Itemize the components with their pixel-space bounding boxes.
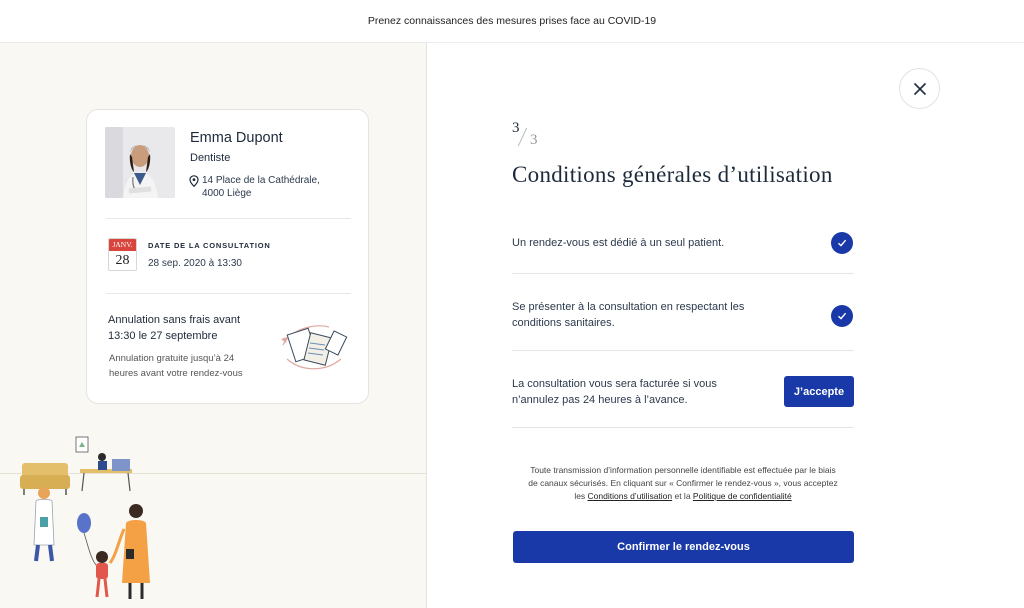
calendar-month: JANV. bbox=[109, 239, 136, 251]
calendar-icon bbox=[108, 238, 137, 271]
appointment-summary-card bbox=[86, 109, 369, 404]
accept-button[interactable]: J’accepte bbox=[784, 376, 854, 407]
legal-notice bbox=[512, 464, 854, 503]
condition-row bbox=[512, 229, 854, 274]
practitioner-name: Emma Dupont bbox=[190, 130, 283, 146]
cancellation-illustration bbox=[277, 315, 349, 375]
divider bbox=[106, 293, 351, 294]
covid-banner-text[interactable]: Prenez connaissances des mesures prises face au COVID-19 bbox=[367, 15, 657, 27]
condition-text bbox=[512, 299, 744, 331]
close-button[interactable] bbox=[899, 68, 940, 109]
left-panel bbox=[0, 43, 427, 608]
divider bbox=[106, 218, 351, 219]
legal-prefix: les bbox=[574, 491, 588, 501]
legal-and: et la bbox=[672, 491, 693, 501]
check-icon bbox=[837, 238, 847, 248]
address-line-1: 14 Place de la Cathédrale, bbox=[202, 175, 320, 186]
map-pin-icon bbox=[189, 175, 199, 187]
cancellation-subtitle-line-2: heures avant votre rendez-vous bbox=[109, 368, 243, 379]
condition-text-line-2: conditions sanitaires. bbox=[512, 317, 615, 329]
legal-line-1: Toute transmission d’information personnelle identifiable est effectuée par le biais bbox=[530, 465, 836, 475]
practitioner-specialty: Dentiste bbox=[190, 152, 231, 164]
privacy-link[interactable]: Politique de confidentialité bbox=[692, 491, 792, 501]
legal-line-3 bbox=[512, 490, 854, 503]
calendar-day: 28 bbox=[115, 253, 130, 268]
condition-text bbox=[512, 376, 717, 408]
condition-text-line-1: La consultation vous sera facturée si vous bbox=[512, 378, 717, 390]
date-label: DATE DE LA CONSULTATION bbox=[148, 241, 271, 250]
condition-text-line-1: Se présenter à la consultation en respectant les bbox=[512, 301, 745, 313]
condition-accepted-toggle[interactable] bbox=[831, 305, 853, 327]
cancellation-title bbox=[108, 313, 248, 344]
terms-link[interactable]: Conditions d’utilisation bbox=[587, 491, 673, 501]
check-icon bbox=[837, 311, 847, 321]
right-panel bbox=[428, 43, 1024, 608]
family-illustration bbox=[18, 433, 158, 603]
legal-line-2: de canaux sécurisés. En cliquant sur « Confirmer le rendez-vous », vous acceptez bbox=[528, 478, 838, 488]
practitioner-photo bbox=[105, 127, 175, 198]
cancellation-subtitle bbox=[109, 351, 259, 381]
condition-accepted-toggle[interactable] bbox=[831, 232, 853, 254]
condition-text-line-1: Un rendez-vous est dédié à un seul patient. bbox=[512, 237, 725, 249]
practitioner-address bbox=[202, 174, 320, 200]
step-total: 3 bbox=[530, 132, 538, 148]
condition-text-line-2: n’annulez pas 24 heures à l’avance. bbox=[512, 394, 688, 406]
step-current: 3 bbox=[512, 120, 520, 136]
cancellation-title-line-2: 13:30 le 27 septembre bbox=[108, 329, 218, 342]
close-icon bbox=[913, 82, 927, 96]
page-title: Conditions générales d’utilisation bbox=[512, 162, 833, 187]
condition-row bbox=[512, 274, 854, 351]
condition-text bbox=[512, 235, 724, 251]
date-value: 28 sep. 2020 à 13:30 bbox=[148, 258, 242, 269]
cancellation-title-line-1: Annulation sans frais avant bbox=[108, 314, 241, 326]
cancellation-subtitle-line-1: Annulation gratuite jusqu’à 24 bbox=[109, 353, 235, 364]
address-line-2: 4000 Liège bbox=[202, 188, 252, 199]
covid-banner[interactable] bbox=[0, 0, 1024, 43]
confirm-appointment-button[interactable]: Confirmer le rendez-vous bbox=[513, 531, 854, 563]
